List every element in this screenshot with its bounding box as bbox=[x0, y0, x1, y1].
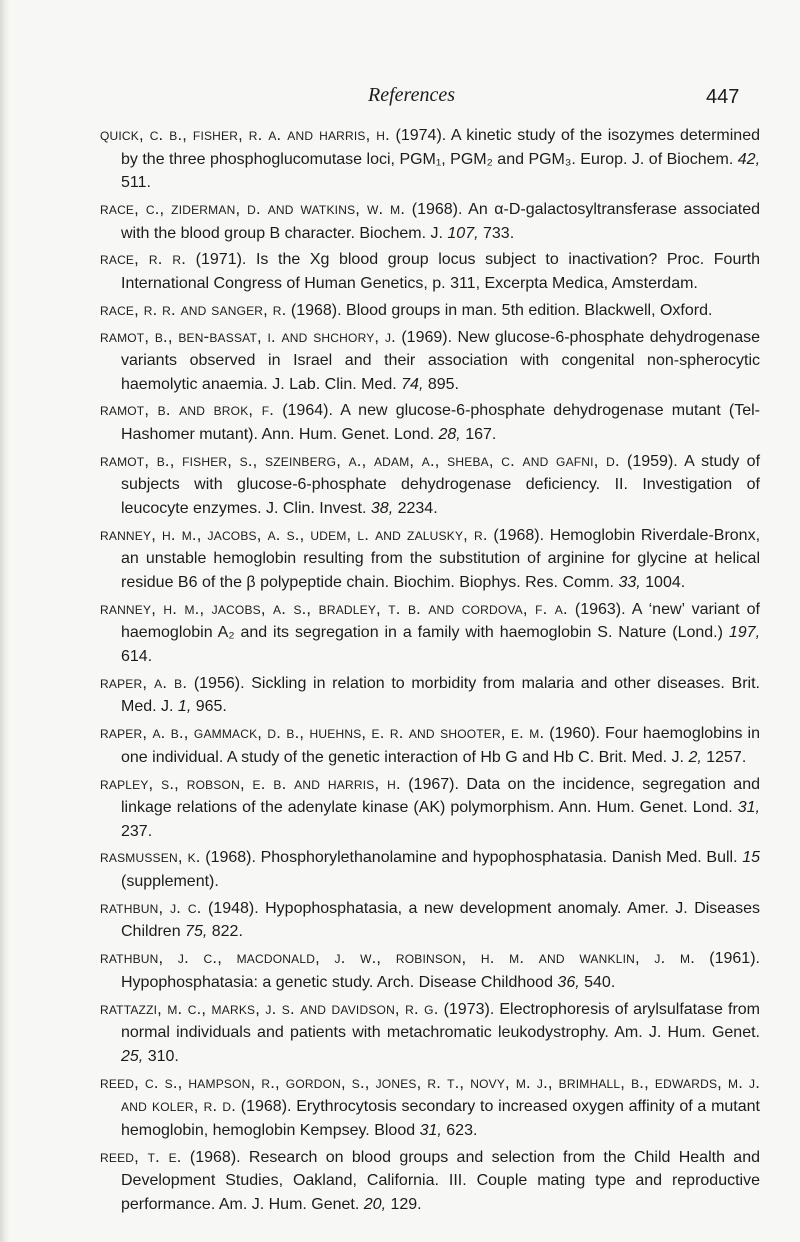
page-number: 447 bbox=[706, 86, 740, 108]
reference-pages: 733. bbox=[483, 224, 515, 242]
reference-pages: 237. bbox=[121, 822, 153, 840]
reference-text: Erythrocytosis secondary to increased oxygen affinity of a mutant hemoglobin, hemoglobin Kempsey. Blood bbox=[121, 1098, 760, 1139]
reference-entry bbox=[100, 1072, 760, 1143]
reference-volume: 31, bbox=[737, 799, 760, 817]
reference-pages: 614. bbox=[121, 647, 153, 665]
reference-entry bbox=[100, 299, 760, 323]
reference-authors: ramot, b., fisher, s., szeinberg, a., adam, a., sheba, c. and gafni, d. bbox=[100, 451, 620, 470]
reference-entry bbox=[100, 897, 760, 944]
reference-pages: 822. bbox=[211, 923, 243, 941]
reference-authors: quick, c. b., fisher, r. a. and harris, h. bbox=[100, 126, 390, 144]
reference-volume: 33, bbox=[618, 574, 641, 591]
reference-pages: 1257. bbox=[706, 748, 747, 766]
reference-year: (1968). bbox=[189, 1148, 241, 1166]
reference-authors: rapley, s., robson, e. b. and harris, h. bbox=[100, 774, 401, 793]
reference-entry bbox=[100, 998, 760, 1069]
page-binding-edge bbox=[0, 0, 10, 1242]
reference-year: (1956). bbox=[193, 674, 245, 692]
reference-list bbox=[100, 124, 760, 1220]
reference-authors: raper, a. b., gammack, d. b., huehns, e. r. and shooter, e. m. bbox=[100, 724, 545, 743]
page-header bbox=[0, 84, 800, 114]
reference-year: (1967). bbox=[408, 775, 459, 793]
reference-pages: 511. bbox=[121, 174, 151, 192]
reference-volume: 75, bbox=[185, 923, 208, 941]
reference-text: New glucose-6-phosphate dehydrogenase variants observed in Israel and their association with congenital non-spherocytic haemolytic anaemia. J. Lab. Clin. Med. bbox=[121, 328, 761, 393]
reference-year: (1969). bbox=[401, 328, 453, 346]
reference-entry bbox=[100, 124, 760, 195]
reference-text: A new glucose-6-phosphate dehydrogenase mutant (Tel-Hashomer mutant). Ann. Hum. Genet. Lond. bbox=[121, 402, 761, 444]
reference-text: A ‘new’ variant of haemoglobin A₂ and its segregation in a family with haemoglobin S. Nature (Lond.) bbox=[121, 600, 760, 642]
reference-entry bbox=[100, 722, 760, 769]
reference-authors: reed, c. s., hampson, r., gordon, s., jones, r. t., novy, m. j., brimhall, b., edwards, m. j. and koler, r. d. bbox=[100, 1073, 760, 1116]
reference-text: Four haemoglobins in one individual. A study of the genetic interaction of Hb G and Hb C. Brit. Med. J. bbox=[121, 725, 760, 766]
reference-text: An α-D-galactosyltransferase associated with the blood group B character. Biochem. J. bbox=[121, 200, 760, 242]
reference-volume: 42, bbox=[737, 150, 761, 168]
reference-year: (1964). bbox=[282, 402, 333, 420]
reference-entry bbox=[100, 1146, 760, 1217]
reference-entry bbox=[100, 248, 760, 295]
running-title: References bbox=[368, 84, 455, 106]
reference-text: Research on blood groups and selection from the Child Health and Development Studies, Oakland, California. III. Couple mating type and reproductive performance. Am. J. Hum. Genet. bbox=[121, 1148, 760, 1213]
reference-year: (1959). bbox=[627, 452, 678, 470]
reference-authors: ranney, h. m., jacobs, a. s., bradley, t. b. and cordova, f. a. bbox=[100, 599, 568, 618]
reference-pages: 167. bbox=[465, 426, 497, 444]
reference-year: (1968). bbox=[493, 526, 545, 544]
reference-volume: 2, bbox=[688, 748, 702, 766]
reference-pages: 540. bbox=[584, 973, 616, 991]
reference-authors: raper, a. b. bbox=[100, 673, 188, 692]
reference-entry bbox=[100, 947, 760, 994]
reference-volume: 25, bbox=[121, 1047, 144, 1065]
reference-text: Electrophoresis of arylsulfatase from normal individuals and patients with metachromatic leukodystrophy. Am. J. Hum. Genet. bbox=[121, 1000, 760, 1042]
reference-text: Phosphorylethanolamine and hypophosphatasia. Danish Med. Bull. bbox=[260, 849, 738, 867]
reference-volume: 107, bbox=[447, 224, 479, 242]
reference-text: Is the Xg blood group locus subject to inactivation? Proc. Fourth International Congress of Human Genetics, p. 311, Excerpta Medica, Amsterdam. bbox=[121, 251, 761, 292]
reference-year: (1968). bbox=[240, 1098, 292, 1116]
reference-entry bbox=[100, 399, 760, 446]
reference-pages: 310. bbox=[147, 1047, 179, 1065]
reference-pages: 895. bbox=[427, 375, 459, 393]
reference-pages: 965. bbox=[195, 698, 227, 716]
reference-year: (1960). bbox=[549, 725, 600, 743]
reference-entry bbox=[100, 450, 760, 521]
reference-authors: race, r. r. and sanger, r. bbox=[100, 300, 287, 319]
reference-pages: 1004. bbox=[645, 574, 686, 591]
reference-text: Data on the incidence, segregation and linkage relations of the adenylate kinase (AK) polymorphism. Ann. Hum. Genet. Lond. bbox=[121, 775, 761, 817]
reference-text: Blood groups in man. 5th edition. Blackwell, Oxford. bbox=[346, 301, 713, 319]
reference-authors: reed, t. e. bbox=[100, 1147, 182, 1166]
reference-year: (1971). bbox=[195, 251, 247, 269]
reference-entry bbox=[100, 773, 760, 844]
reference-year: (1961). bbox=[709, 950, 760, 968]
reference-authors: ramot, b., ben-bassat, i. and shchory, j. bbox=[100, 327, 396, 346]
reference-entry bbox=[100, 326, 760, 397]
reference-text: A study of subjects with glucose-6-phosphate dehydrogenase deficiency. II. Investigation of leucocyte enzymes. J. Clin. Invest. bbox=[121, 452, 761, 518]
reference-pages: 623. bbox=[446, 1121, 478, 1139]
reference-pages: 129. bbox=[390, 1195, 422, 1213]
reference-year: (1968). bbox=[411, 200, 463, 218]
reference-pages: 2234. bbox=[397, 500, 438, 518]
reference-text: A kinetic study of the isozymes determined by the three phosphoglucomutase loci, PGM₁, PGM₂ and PGM₃. Europ. J. of Biochem. bbox=[121, 127, 760, 168]
reference-year: (1973). bbox=[443, 1000, 495, 1018]
reference-volume: 38, bbox=[370, 500, 394, 518]
reference-authors: ramot, b. and brok, f. bbox=[100, 401, 275, 420]
reference-text: Sickling in relation to morbidity from malaria and other diseases. Brit. Med. J. bbox=[121, 674, 760, 716]
reference-volume: 36, bbox=[557, 973, 580, 991]
reference-authors: rasmussen, k. bbox=[100, 848, 201, 867]
reference-text: Hypophosphatasia: a genetic study. Arch. Disease Childhood bbox=[121, 973, 553, 991]
reference-authors: race, r. r. bbox=[100, 250, 187, 269]
reference-volume: 31, bbox=[419, 1121, 442, 1139]
reference-authors: rathbun, j. c., macdonald, j. w., robinson, h. m. and wanklin, j. m. bbox=[100, 949, 695, 968]
reference-year: (1968). bbox=[290, 301, 342, 319]
reference-authors: rathbun, j. c. bbox=[100, 898, 202, 917]
reference-volume: 15 bbox=[742, 849, 760, 867]
reference-pages: (supplement). bbox=[121, 873, 219, 891]
reference-text: Hemoglobin Riverdale-Bronx, an unstable hemoglobin resulting from the substitution of arginine for glycine at helical residue B6 of the β polypeptide chain. Biochim. Biophys. Res. Comm. bbox=[121, 526, 761, 591]
reference-volume: 74, bbox=[401, 375, 424, 393]
reference-authors: ranney, h. m., jacobs, a. s., udem, l. and zalusky, r. bbox=[100, 525, 488, 544]
reference-authors: rattazzi, m. c., marks, j. s. and davidson, r. g. bbox=[100, 999, 439, 1018]
reference-entry bbox=[100, 524, 760, 595]
reference-authors: race, c., ziderman, d. and watkins, w. m. bbox=[100, 199, 406, 218]
reference-volume: 1, bbox=[177, 698, 192, 716]
reference-year: (1968). bbox=[205, 849, 256, 867]
reference-year: (1948). bbox=[207, 899, 259, 917]
reference-volume: 197, bbox=[728, 624, 761, 642]
reference-entry bbox=[100, 846, 760, 893]
reference-entry bbox=[100, 198, 760, 245]
reference-entry bbox=[100, 598, 760, 669]
reference-year: (1963). bbox=[574, 600, 626, 618]
reference-entry bbox=[100, 672, 760, 719]
reference-text: Hypophosphatasia, a new development anomaly. Amer. J. Diseases Children bbox=[121, 899, 761, 941]
reference-volume: 20, bbox=[363, 1195, 387, 1213]
reference-volume: 28, bbox=[438, 426, 461, 444]
reference-year: (1974). bbox=[395, 127, 447, 144]
